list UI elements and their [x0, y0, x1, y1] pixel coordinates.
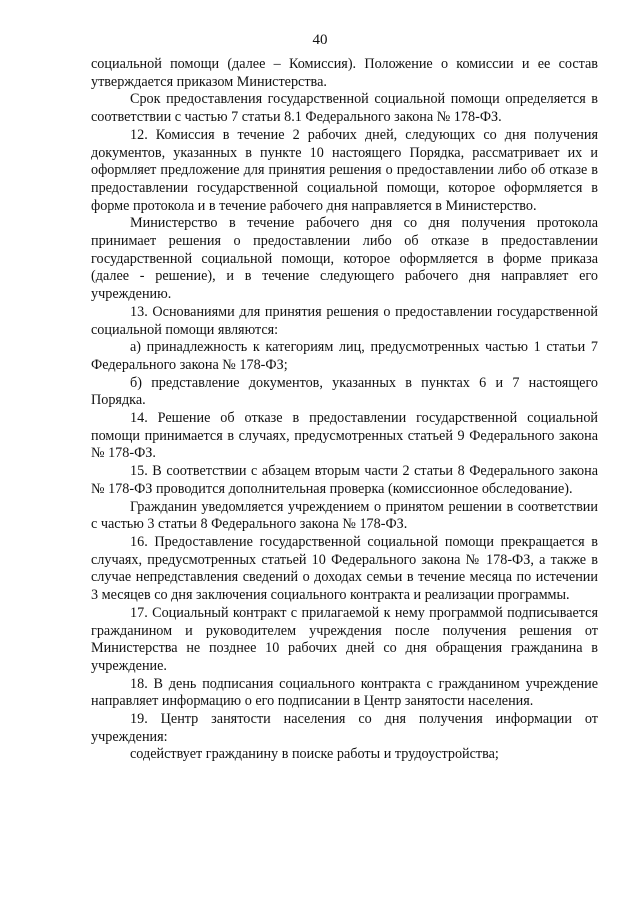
- paragraph-commission-continuation: социальной помощи (далее – Комиссия). Положение о комиссии и ее состав утверждается приказом Министерства.: [91, 56, 598, 90]
- page-number: 40: [312, 32, 328, 48]
- paragraph-ministry-decision: Министерство в течение рабочего дня со дня получения протокола принимает решения о предоставлении либо об отказе в предоставлении государственной социальной помощи, которое оформляется в форме приказа (далее - решение), и в течение следующего рабочего дня направляет его учреждению.: [91, 215, 598, 303]
- document-body: [91, 56, 598, 764]
- paragraph-17: 17. Социальный контракт с прилагаемой к нему программой подписывается гражданином и руководителем учреждения после получения решения от Министерства не позднее 10 рабочих дней со дня обращения гражданина в учреждение.: [91, 604, 598, 674]
- paragraph-13: 13. Основаниями для принятия решения о предоставлении государственной социальной помощи являются:: [91, 303, 598, 338]
- paragraph-citizen-notification: Гражданин уведомляется учреждением о принятом решении в соответствии с частью 3 статьи 8 Федерального закона № 178-ФЗ.: [91, 498, 598, 533]
- paragraph-13-item-b: б) представление документов, указанных в пунктах 6 и 7 настоящего Порядка.: [91, 374, 598, 409]
- paragraph-16: 16. Предоставление государственной социальной помощи прекращается в случаях, предусмотренных статьей 10 Федерального закона № 178-ФЗ, а также в случае непредставления сведений о доходах семьи в течение месяца по истечении 3 месяцев со дня заключения социального контракта и реализации программы.: [91, 533, 598, 604]
- paragraph-13-item-a: а) принадлежность к категориям лиц, предусмотренных частью 1 статьи 7 Федерального закона № 178-ФЗ;: [91, 339, 598, 373]
- paragraph-19: 19. Центр занятости населения со дня получения информации от учреждения:: [91, 711, 598, 745]
- paragraph-assistance-term: Срок предоставления государственной социальной помощи определяется в соответствии с частью 7 статьи 8.1 Федерального закона № 178-ФЗ.: [91, 91, 598, 126]
- paragraph-15: 15. В соответствии с абзацем вторым части 2 статьи 8 Федерального закона № 178-ФЗ проводится дополнительная проверка (комиссионное обследование).: [91, 463, 598, 497]
- paragraph-19-item: содействует гражданину в поиске работы и трудоустройства;: [130, 746, 499, 763]
- paragraph-12: 12. Комиссия в течение 2 рабочих дней, следующих со дня получения документов, указанных в пункте 10 настоящего Порядка, рассматривает их и оформляет предложение для принятия решения о предоставлении либо об отказе в предоставлении государственной социальной помощи, которое оформляется в форме протокола и в течение рабочего дня направляется в Министерство.: [91, 126, 598, 214]
- paragraph-14: 14. Решение об отказе в предоставлении государственной социальной помощи принимается в случаях, предусмотренных статьей 9 Федерального закона № 178-ФЗ.: [91, 410, 598, 462]
- paragraph-18: 18. В день подписания социального контракта с гражданином учреждение направляет информацию о его подписании в Центр занятости населения.: [91, 675, 598, 710]
